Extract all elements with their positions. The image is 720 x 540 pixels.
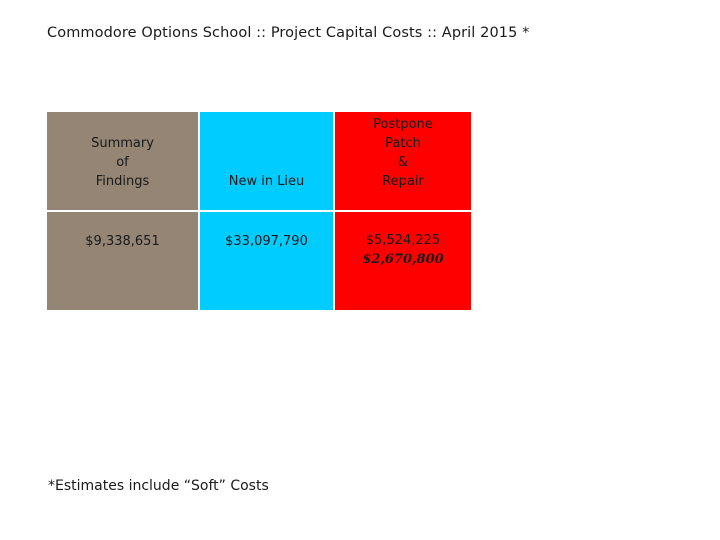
summary-of-findings-header <box>47 112 198 210</box>
header-line: Findings <box>95 174 150 189</box>
header-line: Repair <box>382 174 424 189</box>
footnote: *Estimates include “Soft” Costs <box>48 478 269 494</box>
summary-of-findings-value-cell <box>47 212 198 310</box>
new-in-lieu-header <box>200 112 333 210</box>
header-line: & <box>397 155 409 170</box>
header-line: New in Lieu <box>228 174 305 189</box>
header-line: of <box>116 155 129 170</box>
summary-of-findings-value: $9,338,651 <box>85 233 160 249</box>
new-in-lieu-value: $33,097,790 <box>225 233 308 249</box>
postpone-patch-repair-value: $5,524,225 <box>365 233 441 248</box>
new-in-lieu-value-cell <box>200 212 333 310</box>
postpone-patch-repair-value-cell <box>335 212 471 310</box>
page-title: Commodore Options School :: Project Capital Costs :: April 2015 * <box>47 25 530 41</box>
postpone-patch-repair-alt-value: $2,670,800 <box>362 252 444 267</box>
header-line: Patch <box>385 136 421 151</box>
header-line: Summary <box>91 136 154 151</box>
header-line: Postpone <box>373 117 433 132</box>
cost-summary-table <box>47 112 469 312</box>
postpone-patch-repair-header <box>335 112 471 210</box>
